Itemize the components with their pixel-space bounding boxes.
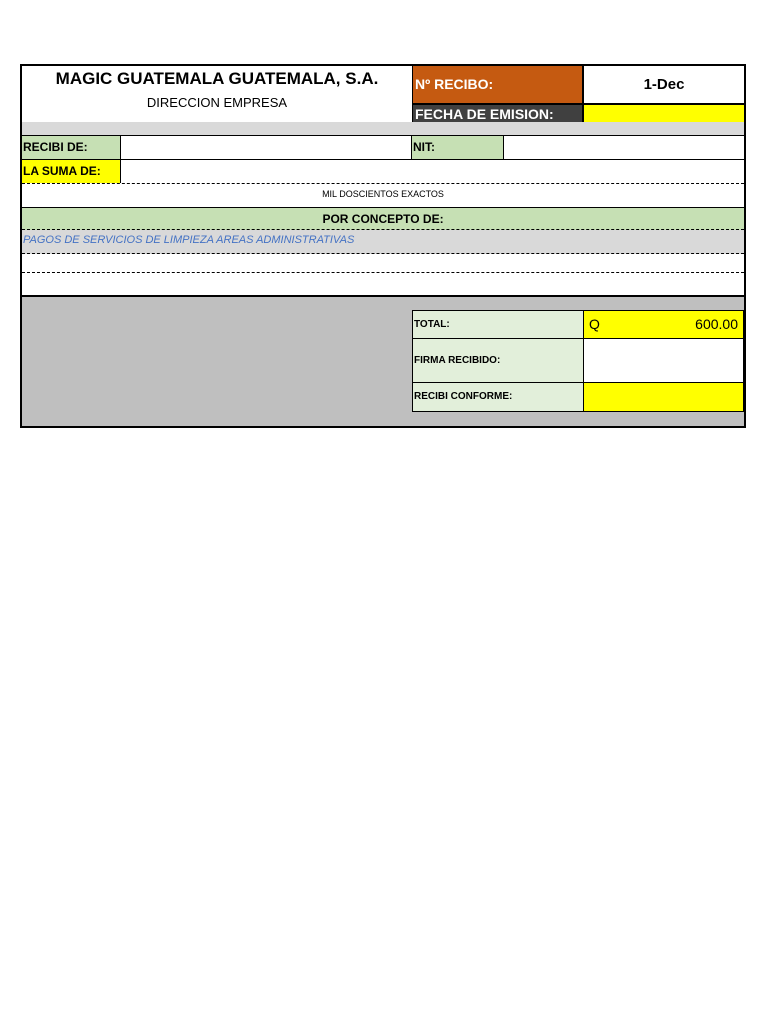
company-name: MAGIC GUATEMALA GUATEMALA, S.A. (55, 69, 379, 88)
total-field[interactable] (583, 310, 744, 339)
header-separator (22, 122, 744, 136)
concept-header: POR CONCEPTO DE: (22, 207, 744, 230)
concept-line-3[interactable] (22, 273, 744, 295)
issue-date-label: FECHA DE EMISION: (412, 103, 584, 122)
received-from-field[interactable] (121, 136, 412, 159)
received-conforming-field[interactable] (583, 382, 744, 412)
amount-in-words: MIL DOSCIENTOS EXACTOS (322, 189, 444, 199)
concept-line-1[interactable]: PAGOS DE SERVICIOS DE LIMPIEZA AREAS ADMINISTRATIVAS (22, 230, 744, 254)
receipt-number-label: Nº RECIBO: (412, 66, 584, 103)
amount-label: LA SUMA DE: (22, 160, 121, 183)
signature-field[interactable] (583, 338, 744, 383)
signature-label: FIRMA RECIBIDO: (412, 338, 584, 383)
amount-field[interactable] (121, 160, 744, 183)
received-conforming-label: RECIBI CONFORME: (412, 382, 584, 412)
received-from-label: RECIBI DE: (22, 136, 121, 159)
total-label: TOTAL: (412, 310, 584, 339)
receipt-number-value[interactable]: 1-Dec (643, 76, 685, 93)
currency-symbol: Q (589, 316, 600, 332)
nit-field[interactable] (504, 136, 744, 159)
concept-line-2[interactable] (22, 254, 744, 273)
company-address: DIRECCION EMPRESA (146, 95, 288, 110)
receipt-form (20, 64, 746, 428)
total-amount: 600.00 (695, 316, 738, 332)
nit-label: NIT: (412, 136, 504, 159)
issue-date-value[interactable] (584, 103, 744, 122)
